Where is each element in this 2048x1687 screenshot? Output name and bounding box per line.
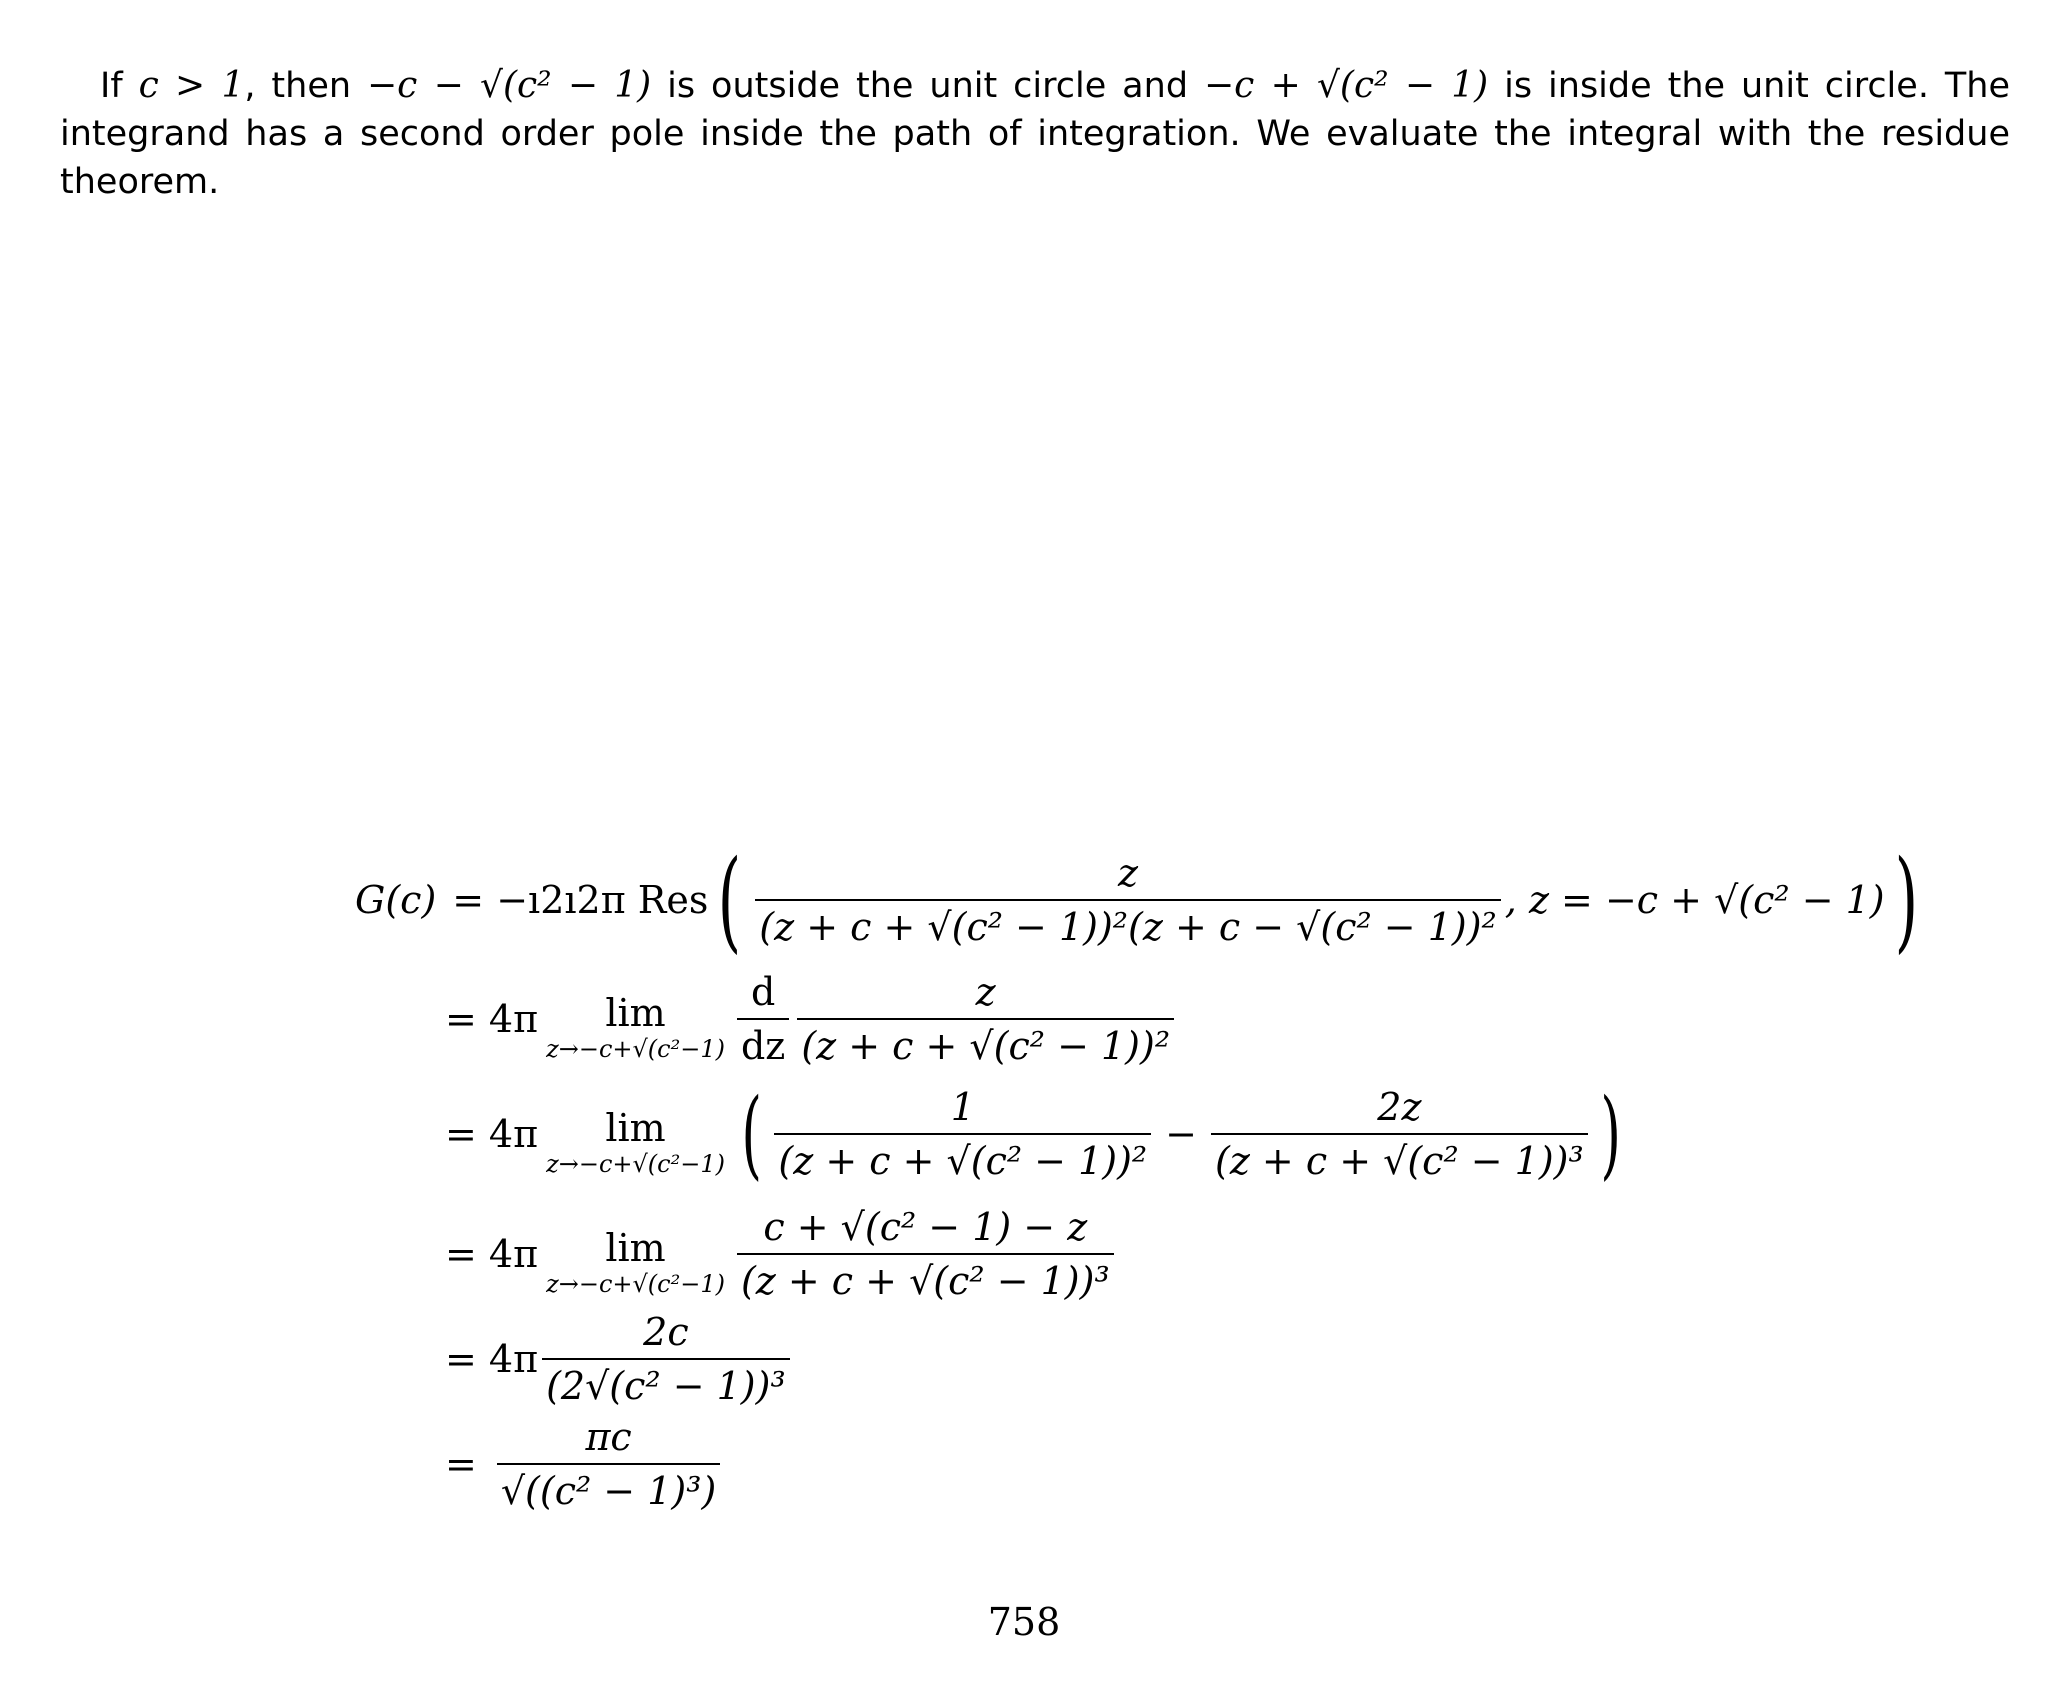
line4-eq: = 4π: [445, 1232, 539, 1276]
equation-line-3: [445, 1078, 1629, 1190]
line2-eq: = 4π: [445, 997, 539, 1041]
line4-fraction: [737, 1205, 1114, 1303]
line4-lim: lim: [605, 1226, 666, 1270]
para-then: , then: [244, 66, 352, 106]
para-outside-text: is outside the unit circle and: [651, 66, 1204, 106]
right-paren-medium: ): [1600, 1078, 1621, 1190]
equation-line-1: [355, 836, 1928, 964]
line2-denominator: (z + c + √(c² − 1))²: [797, 1018, 1174, 1068]
page-number: 758: [987, 1600, 1061, 1644]
line6-numerator: πc: [585, 1415, 632, 1459]
line3-lim-sub: z→−c+√(c²−1): [546, 1150, 725, 1178]
para-root-outside: −c − √(c² − 1): [367, 65, 652, 106]
line3-fraction-2: [1211, 1085, 1588, 1183]
line1-fraction: [755, 851, 1500, 949]
line3-denominator-1: (z + c + √(c² − 1))²: [774, 1133, 1151, 1183]
intro-paragraph: [60, 62, 2010, 206]
line3-minus: −: [1165, 1112, 1197, 1156]
line2-dz: dz: [737, 1018, 789, 1068]
line2-numerator: z: [975, 970, 996, 1014]
line3-lim: lim: [605, 1106, 666, 1150]
line6-denominator: √((c² − 1)³): [497, 1463, 720, 1513]
line4-denominator: (z + c + √(c² − 1))³: [737, 1253, 1114, 1303]
line1-numerator: z: [1118, 851, 1139, 895]
line3-eq: = 4π: [445, 1112, 539, 1156]
line4-limit: [546, 1226, 725, 1298]
line1-tail: , z = −c + √(c² − 1): [1504, 878, 1885, 922]
line1-eq: = −ı2ı2π Res: [452, 878, 709, 922]
line4-lim-sub: z→−c+√(c²−1): [546, 1270, 725, 1298]
right-paren-large: ): [1894, 836, 1918, 964]
line5-fraction: [542, 1310, 790, 1408]
left-paren-medium: (: [741, 1078, 762, 1190]
line5-numerator: 2c: [643, 1310, 689, 1354]
para-inside-text: is inside the unit circle. The integrand has a second order pole inside the path of integration. We evaluate the integral with the residue theorem.: [60, 66, 2010, 202]
line3-fraction-1: [774, 1085, 1151, 1183]
line2-lim-sub: z→−c+√(c²−1): [546, 1035, 725, 1063]
line2-fraction: [797, 970, 1174, 1068]
line3-numerator-2: 2z: [1377, 1085, 1422, 1129]
line2-derivative: [737, 970, 789, 1068]
line6-eq: =: [445, 1442, 477, 1486]
line2-d: d: [750, 970, 776, 1014]
line6-fraction: [497, 1415, 720, 1513]
equation-line-2: [445, 970, 1178, 1068]
line2-limit: [546, 991, 725, 1063]
line4-numerator: c + √(c² − 1) − z: [763, 1205, 1088, 1249]
line1-denominator: (z + c + √(c² − 1))²(z + c − √(c² − 1))²: [755, 899, 1500, 949]
line3-denominator-2: (z + c + √(c² − 1))³: [1211, 1133, 1588, 1183]
para-lead: If: [100, 66, 123, 106]
equation-line-6: [445, 1415, 724, 1513]
left-paren-large: (: [718, 836, 742, 964]
line3-limit: [546, 1106, 725, 1178]
equation-line-4: [445, 1205, 1118, 1303]
para-root-inside: −c + √(c² − 1): [1203, 65, 1489, 106]
para-condition: c > 1: [138, 65, 245, 106]
line3-numerator-1: 1: [950, 1085, 975, 1129]
line5-denominator: (2√(c² − 1))³: [542, 1358, 790, 1408]
line5-eq: = 4π: [445, 1337, 539, 1381]
line2-lim: lim: [605, 991, 666, 1035]
equation-lhs: G(c): [355, 878, 437, 922]
equation-line-5: [445, 1310, 794, 1408]
